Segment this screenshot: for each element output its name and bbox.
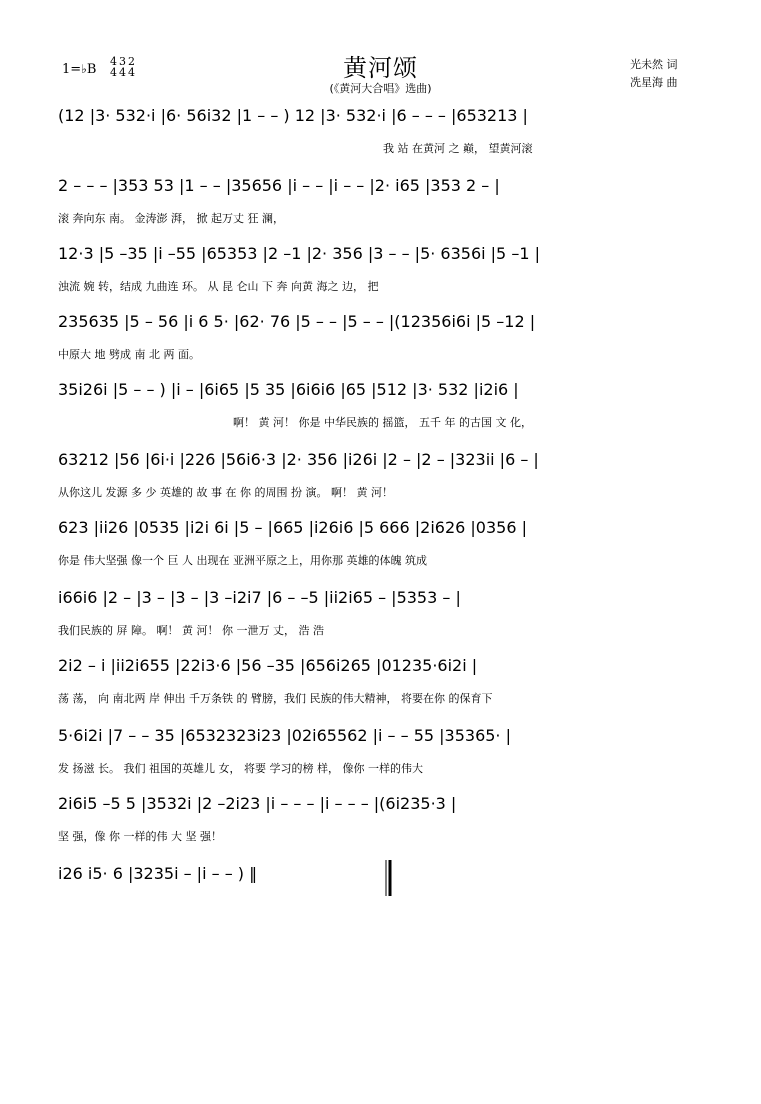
key-note: B <box>86 62 97 77</box>
lyrics-line: 坚 强，像 你 一样的伟 大 坚 强！ <box>58 830 222 843</box>
time-signature: 3 4 <box>119 55 126 79</box>
lyrics-line: 我 站 在黄河 之 巅， 望黄河滚 <box>383 142 533 155</box>
lyrics-line: 发 扬滋 长。 我们 祖国的英雄儿 女， 将要 学习的榜 样， 像你 一样的伟大 <box>58 762 423 775</box>
music-line-3 <box>0 244 761 314</box>
song-subtitle: (《黄河大合唱》选曲) <box>329 82 432 95</box>
music-line-2 <box>0 176 761 246</box>
lyrics-line: 我们民族的 屏 障。 啊！ 黄 河！ 你 一泄万 丈， 浩 浩 <box>58 624 324 637</box>
music-line-7 <box>0 518 761 588</box>
song-title: 黄河颂 <box>343 54 418 82</box>
music-line-9 <box>0 656 761 726</box>
flat-sign: ♭ <box>81 62 87 76</box>
notation-line: i66i6 |2 – |3 – |3 – |3 –i2i7 |6 – –5 |ii2i65 – |5353 – | <box>58 588 461 607</box>
notation-line: 623 |ii26 |0535 |i2i 6i |5 – |665 |i26i6 |5 666 |2i626 |0356 | <box>58 518 527 537</box>
notation-line: 35i26i |5 – – ) |i – |6i65 |5 35 |6i6i6 |65 |512 |3· 532 |i2i6 | <box>58 380 519 399</box>
music-line-11 <box>0 794 761 864</box>
lyrics-line: 你是 伟大坚强 像一个 巨 人 出现在 亚洲平原之上，用你那 英雄的体魄 筑成 <box>58 554 427 567</box>
time-signature: 2 4 <box>128 55 135 79</box>
music-line-5 <box>0 380 761 450</box>
music-line-1 <box>0 106 761 176</box>
lyrics-line: 浊流 婉 转，结成 九曲连 环。 从 昆 仑山 下 奔 向黄 海之 边， 把 <box>58 280 379 293</box>
final-barline <box>385 860 393 896</box>
key-prefix: 1= <box>62 62 82 77</box>
notation-line: 12·3 |5 –35 |i –55 |65353 |2 –1 |2· 356 |3 – – |5· 6356i |5 –1 | <box>58 244 540 263</box>
music-line-8 <box>0 588 761 658</box>
lyrics-line: 中原大 地 劈成 南 北 两 面。 <box>58 348 200 361</box>
lyrics-line: 荡 荡， 向 南北两 岸 伸出 千万条铁 的 臂膀，我们 民族的伟大精神， 将要在你 的保育下 <box>58 692 493 705</box>
notation-line: (12 |3· 532·i |6· 56i32 |1 – – ) 12 |3· 532·i |6 – – – |653213 | <box>58 106 528 125</box>
lyrics-line: 从你这儿 发源 多 少 英雄的 故 事 在 你 的周围 扮 演。 啊！ 黄 河！ <box>58 486 393 499</box>
notation-line: 63212 |56 |6i·i |226 |56i6·3 |2· 356 |i26i |2 – |2 – |323ii |6 – | <box>58 450 539 469</box>
notation-line: 2 – – – |353 53 |1 – – |35656 |i – – |i – – |2· i65 |353 2 – | <box>58 176 500 195</box>
music-line-4 <box>0 312 761 382</box>
time-signature: 4 4 <box>110 55 117 79</box>
notation-line: i26 i5· 6 |3235i – |i – – ) ‖ <box>58 864 258 883</box>
music-line-12 <box>0 864 761 934</box>
notation-line: 5·6i2i |7 – – 35 |6532323i23 |02i65562 |i – – 55 |35365· | <box>58 726 511 745</box>
notation-line: 2i6i5 –5 5 |3532i |2 –2i23 |i – – – |i – – – |(6i235·3 | <box>58 794 457 813</box>
music-line-6 <box>0 450 761 520</box>
lyrics-line: 滚 奔向东 南。 金涛澎 湃， 掀 起万丈 狂 澜， <box>58 212 284 225</box>
notation-line: 235635 |5 – 56 |i 6 5· |62· 76 |5 – – |5 – – |(12356i6i |5 –12 | <box>58 312 536 331</box>
lyricist-credit: 光未然 词 <box>630 58 678 71</box>
lyrics-line: 啊！ 黄 河！ 你是 中华民族的 摇篮， 五千 年 的古国 文 化， <box>233 416 532 429</box>
composer-credit: 冼星海 曲 <box>630 76 678 89</box>
notation-line: 2i2 – i |ii2i655 |22i3·6 |56 –35 |656i265 |01235·6i2i | <box>58 656 478 675</box>
music-line-10 <box>0 726 761 796</box>
